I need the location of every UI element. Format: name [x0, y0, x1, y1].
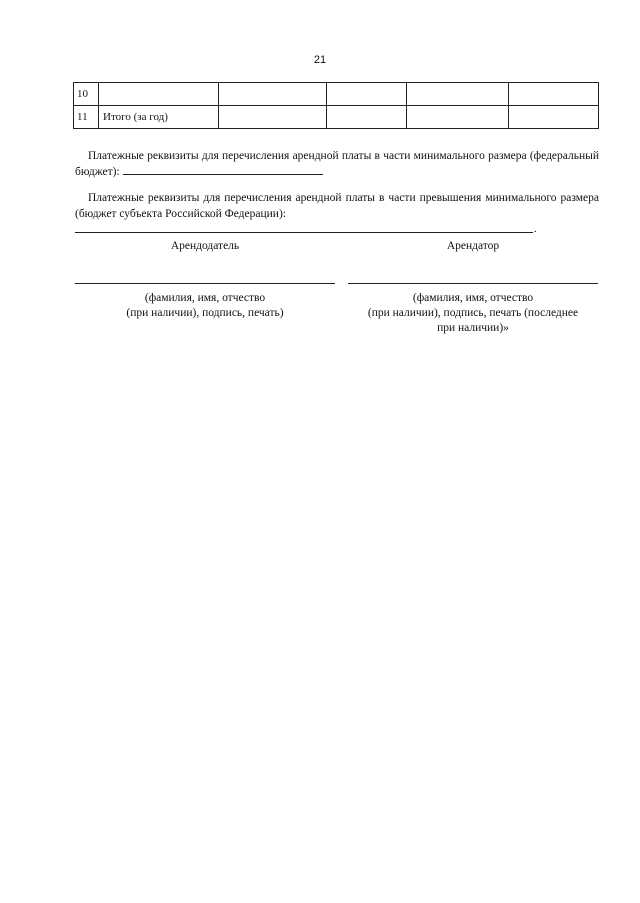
- caption-line: при наличии)»: [437, 322, 509, 334]
- trailing-dot: .: [534, 223, 537, 235]
- table-row: [74, 106, 599, 129]
- regional-budget-paragraph: Платежные реквизиты для перечисления арендной платы в части превышения минимального размера (бюджет субъекта Российской Федерации):: [75, 192, 599, 220]
- table-cell: [407, 83, 509, 106]
- federal-budget-blank: [123, 164, 323, 175]
- table-cell: [509, 83, 599, 106]
- federal-budget-text: Платежные реквизиты для перечисления арендной платы в части минимального размера (федеральный бюджет):: [75, 150, 599, 178]
- regional-budget-blank: [75, 232, 533, 233]
- table-cell: [327, 106, 407, 129]
- caption-line: (при наличии), подпись, печать): [126, 307, 284, 319]
- federal-budget-paragraph: [75, 148, 599, 180]
- caption-line: (фамилия, имя, отчество: [144, 292, 266, 304]
- row-number: 10: [74, 83, 99, 106]
- tenant-signature-caption: [348, 291, 598, 336]
- landlord-signature-line: [75, 283, 335, 284]
- row-number: 11: [74, 106, 99, 129]
- row-label: Итого (за год): [99, 106, 219, 129]
- landlord-title: Арендодатель: [170, 240, 240, 252]
- row-label: [99, 83, 219, 106]
- table-row: [74, 83, 599, 106]
- table-cell: [219, 83, 327, 106]
- table-cell: [407, 106, 509, 129]
- table-cell: [327, 83, 407, 106]
- page-number: 21: [313, 54, 327, 66]
- tenant-title: Арендатор: [446, 240, 500, 252]
- tenant-signature-line: [348, 283, 598, 284]
- table-cell: [509, 106, 599, 129]
- landlord-signature-caption: [75, 291, 335, 321]
- caption-line: (при наличии), подпись, печать (последнее: [367, 307, 579, 319]
- table-cell: [219, 106, 327, 129]
- caption-line: (фамилия, имя, отчество: [412, 292, 534, 304]
- rent-payment-table: [73, 82, 599, 129]
